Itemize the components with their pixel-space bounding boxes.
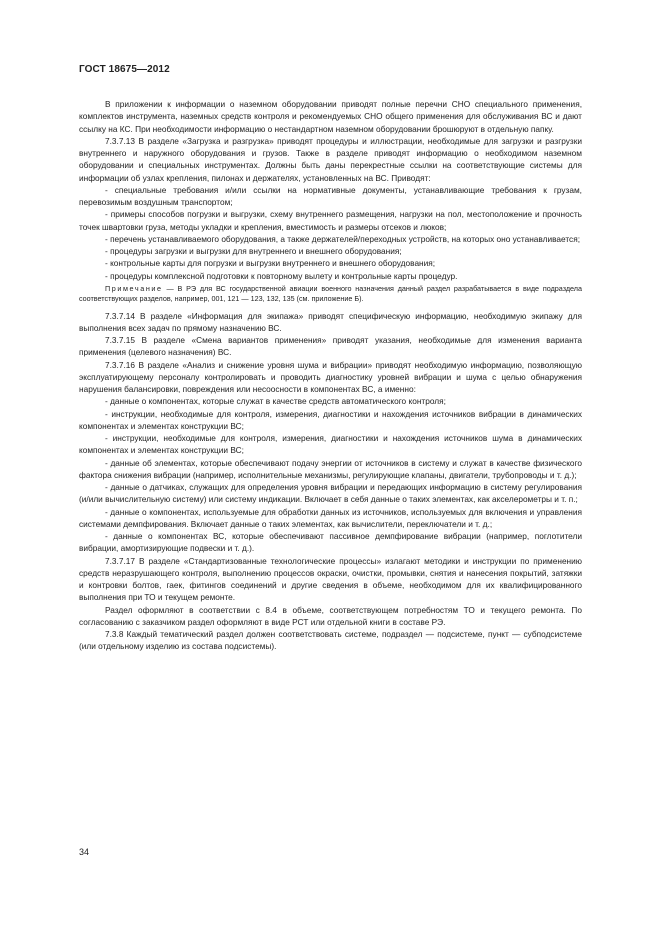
paragraph-7-3-7-16: 7.3.7.16 В разделе «Анализ и снижение уровня шума и вибрации» приводят необходимую информацию, позволяющую эксплуатирующему персоналу контролировать и проводить диагностику уровней вибрации и шума с целью обнаружения нарушения балансировки, повреждения или несоосности в компонентах ВС, а именно: <box>79 359 582 395</box>
list-item: - перечень устанавливаемого оборудования, а также держателей/переходных устройств, на которых оно устанавливается; <box>105 233 580 244</box>
list-item: - примеры способов погрузки и выгрузки, схему внутреннего размещения, нагрузки на пол, местоположение и прочность точек швартовки груза, методы укладки и крепления, вместимость и размеры отсеков и люков; <box>79 209 582 232</box>
document-body <box>79 98 582 653</box>
list-item: - инструкции, необходимые для контроля, измерения, диагностики и нахождения источников шума в динамических компонентах и элементах конструкции ВС; <box>79 433 582 456</box>
note-label: Примечание <box>105 283 163 293</box>
paragraph-7-3-7-17: 7.3.7.17 В разделе «Стандартизованные технологические процессы» излагают методики и инструкции по применению средств неразрушающего контроля, выполнению процессов окраски, очистки, промывки, снятия и нанесения покрытий, затяжки и контровки болтов, гаек, фитингов соединений и другие сведения в объеме, необходимом для их квалифицированного выполнения при ТО и текущем ремонте. <box>79 555 582 603</box>
list-item: - данные о компонентах, используемые для обработки данных из источников, используемых для включения и управления системами демпфирования. Включает данные о таких элементах, как вычислители, переключатели и т. д.; <box>79 506 582 529</box>
list-item: - процедуры загрузки и выгрузки для внутреннего и внешнего оборудования; <box>105 246 402 256</box>
list-item: - данные о компонентах ВС, которые обеспечивают пассивное демпфирование вибрации (например, поглотители вибрации, амортизирующие подвески и т. д.). <box>79 531 582 554</box>
list-item: - инструкции, необходимые для контроля, измерения, диагностики и нахождения источников вибрации в динамических компонентах и элементах конструкции ВС; <box>79 408 582 431</box>
paragraph-ground-equipment-appendix: В приложении к информации о наземном оборудовании приводят полные перечни СНО специального применения, комплектов инструмента, наземных средств контроля и рекомендуемых СНО общего применения для обслуживания ВС и дают ссылку на КС. При необходимости информацию о нестандартном наземном оборудовании брошюруют в отдельную папку. <box>79 99 582 134</box>
paragraph-7-3-7-14: 7.3.7.14 В разделе «Информация для экипажа» приводят специфическую информацию, необходимую экипажу для выполнения всех задач по прямому назначению ВС. <box>79 310 582 333</box>
list-item: - данные о компонентах, которые служат в качестве средств автоматического контроля; <box>105 396 446 407</box>
note-text: — В РЭ для ВС государственной авиации военного назначения данный раздел разрабатывается в виде подраздела соответствующих разделов, например, 001, 121 — 123, 132, 135 (см. приложение Б). <box>79 283 582 304</box>
paragraph-7-3-8: 7.3.8 Каждый тематический раздел должен соответствовать системе, подраздел — подсистеме, пункт — субподсистеме (или отдельному изделию из состава подсистемы). <box>79 629 582 652</box>
paragraph-7-3-7-15: 7.3.7.15 В разделе «Смена вариантов применения» приводят указания, необходимые для изменения варианта применения (целевого назначения) ВС. <box>79 335 582 358</box>
document-header: ГОСТ 18675—2012 <box>79 64 170 75</box>
paragraph-7-3-7-13: 7.3.7.13 В разделе «Загрузка и разгрузка» приводят процедуры и иллюстрации, необходимые для загрузки и разгрузки внутреннего и наружного оборудования и грузов. Также в разделе приводят информацию о необходимом наземном оборудовании и специальных инструментах. Должны быть даны перекрестные ссылки на соответствующие системы для информации об узлах крепления, пилонах и держателях, установленных на ВС. Приводят: <box>79 135 582 183</box>
page-number: 34 <box>79 847 90 857</box>
list-item: - специальные требования и/или ссылки на нормативные документы, устанавливающие требования к грузам, перевозимым воздушным транспортом; <box>79 184 582 207</box>
list-item: - процедуры комплексной подготовки к повторному вылету и контрольные карты процедур. <box>105 270 458 281</box>
note <box>79 284 582 305</box>
list-item: - данные о датчиках, служащих для определения уровня вибрации и передающих информацию в систему регулирования (и/или вычислительную систему) или систему индикации. Включает в себя данные о таких элементах, как акселерометры и т. п.; <box>79 482 582 505</box>
paragraph-section-format: Раздел оформляют в соответствии с 8.4 в объеме, соответствующем потребностям ТО и текущего ремонта. По согласованию с заказчиком раздел оформляют в виде РСТ или отдельной книги в составе РЭ. <box>79 604 582 627</box>
list-item: - контрольные карты для погрузки и выгрузки внутреннего и внешнего оборудования; <box>105 258 436 269</box>
list-item: - данные об элементах, которые обеспечивают подачу энергии от источников в систему и служат в качестве физического фактора снижения вибрации (например, исполнительные механизмы, регулирующие клапаны, двигатели, трубопроводы и т. д.); <box>79 457 582 480</box>
